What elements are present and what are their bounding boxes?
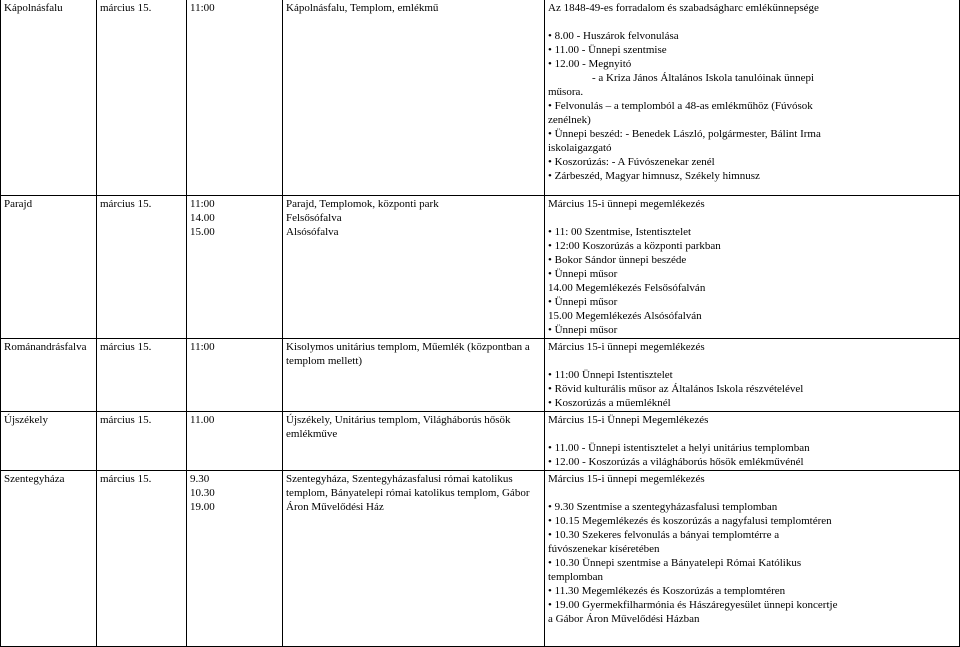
list-item: • 11.00 - Ünnepi szentmise <box>548 43 956 57</box>
venue-cell: Parajd, Templomok, központi park Felsősófalva Alsósófalva <box>283 196 545 339</box>
date-cell: március 15. <box>97 339 187 412</box>
list-item: • Bokor Sándor ünnepi beszéde <box>548 253 956 267</box>
event-title: Március 15-i ünnepi megemlékezés <box>548 473 705 485</box>
table-row <box>1 339 960 412</box>
date-cell: március 15. <box>97 412 187 471</box>
time-cell: 11:00 <box>187 339 283 412</box>
list-item: • 10.15 Megemlékezés és koszorúzás a nagyfalusi templomtéren <box>548 514 956 528</box>
list-item: • Koszorúzás: - A Fúvószenekar zenél <box>548 155 956 169</box>
table-row <box>1 196 960 339</box>
time-cell: 9.30 10.30 19.00 <box>187 471 283 647</box>
place-cell: Kápolnásfalu <box>1 0 97 196</box>
list-item: - a Kriza János Általános Iskola tanulóinak ünnepi <box>592 72 815 84</box>
list-item: 14.00 Megemlékezés Felsősófalván <box>548 282 706 294</box>
list-item: zenélnek) <box>548 114 591 126</box>
list-item: a Gábor Áron Művelődési Házban <box>548 613 700 625</box>
list-item: • Zárbeszéd, Magyar himnusz, Székely himnusz <box>548 169 956 183</box>
list-item: • 10.30 Szekeres felvonulás a bányai templomtérre a <box>548 528 956 542</box>
program-cell <box>545 412 960 471</box>
list-item: • 12.00 - Koszorúzás a világháborús hősök emlékművénél <box>548 455 956 469</box>
list-item: • Felvonulás – a templomból a 48-as emlékműhöz (Fúvósok <box>548 99 956 113</box>
list-item: • 12.00 - Megnyitó <box>548 57 956 71</box>
list-item: • Ünnepi műsor <box>548 295 956 309</box>
place-cell: Parajd <box>1 196 97 339</box>
list-item: • 8.00 - Huszárok felvonulása <box>548 29 956 43</box>
place-cell: Románandrásfalva <box>1 339 97 412</box>
list-item: templomban <box>548 571 603 583</box>
place-cell: Szentegyháza <box>1 471 97 647</box>
place-cell: Újszékely <box>1 412 97 471</box>
list-item: • 9.30 Szentmise a szentegyházasfalusi templomban <box>548 500 956 514</box>
program-cell <box>545 471 960 647</box>
list-item: • 12:00 Koszorúzás a központi parkban <box>548 239 956 253</box>
venue-cell: Kisolymos unitárius templom, Műemlék (központban a templom mellett) <box>283 339 545 412</box>
list-item: • Ünnepi beszéd: - Benedek László, polgármester, Bálint Irma <box>548 127 956 141</box>
list-item: • 11.30 Megemlékezés és Koszorúzás a templomtéren <box>548 584 956 598</box>
list-item: • Rövid kulturális műsor az Általános Iskola részvételével <box>548 382 956 396</box>
list-item: • 11: 00 Szentmise, Istentisztelet <box>548 225 956 239</box>
venue-cell: Szentegyháza, Szentegyházasfalusi római katolikus templom, Bányatelepi római katolikus templom, Gábor Áron Művelődési Ház <box>283 471 545 647</box>
list-item: • 10.30 Ünnepi szentmise a Bányatelepi Római Katólikus <box>548 556 956 570</box>
date-cell: március 15. <box>97 471 187 647</box>
list-item: • 19.00 Gyermekfilharmónia és Hászáregyesület ünnepi koncertje <box>548 598 956 612</box>
table-row <box>1 412 960 471</box>
program-cell <box>545 0 960 196</box>
list-item: iskolaigazgató <box>548 142 612 154</box>
program-cell <box>545 339 960 412</box>
list-item: • 11:00 Ünnepi Istentisztelet <box>548 368 956 382</box>
list-item: • Ünnepi műsor <box>548 323 956 337</box>
time-cell: 11.00 <box>187 412 283 471</box>
list-item: műsora. <box>548 86 584 98</box>
program-cell <box>545 196 960 339</box>
date-cell: március 15. <box>97 0 187 196</box>
event-title: Március 15-i ünnepi megemlékezés <box>548 198 705 210</box>
time-cell: 11:00 <box>187 0 283 196</box>
time-cell: 11:00 14.00 15.00 <box>187 196 283 339</box>
event-title: Március 15-i Ünnepi Megemlékezés <box>548 414 709 426</box>
table-row <box>1 471 960 647</box>
event-title: Március 15-i ünnepi megemlékezés <box>548 341 705 353</box>
event-title: Az 1848-49-es forradalom és szabadságharc emlékünnepsége <box>548 2 819 14</box>
list-item: 15.00 Megemlékezés Alsósófalván <box>548 310 702 322</box>
venue-cell: Újszékely, Unitárius templom, Világháborús hősök emlékműve <box>283 412 545 471</box>
list-item: fúvószenekar kíséretében <box>548 543 660 555</box>
list-item: • 11.00 - Ünnepi istentisztelet a helyi unitárius templomban <box>548 441 956 455</box>
date-cell: március 15. <box>97 196 187 339</box>
venue-cell: Kápolnásfalu, Templom, emlékmű <box>283 0 545 196</box>
table-row <box>1 0 960 196</box>
list-item: • Koszorúzás a műemléknél <box>548 396 956 410</box>
list-item: • Ünnepi műsor <box>548 267 956 281</box>
